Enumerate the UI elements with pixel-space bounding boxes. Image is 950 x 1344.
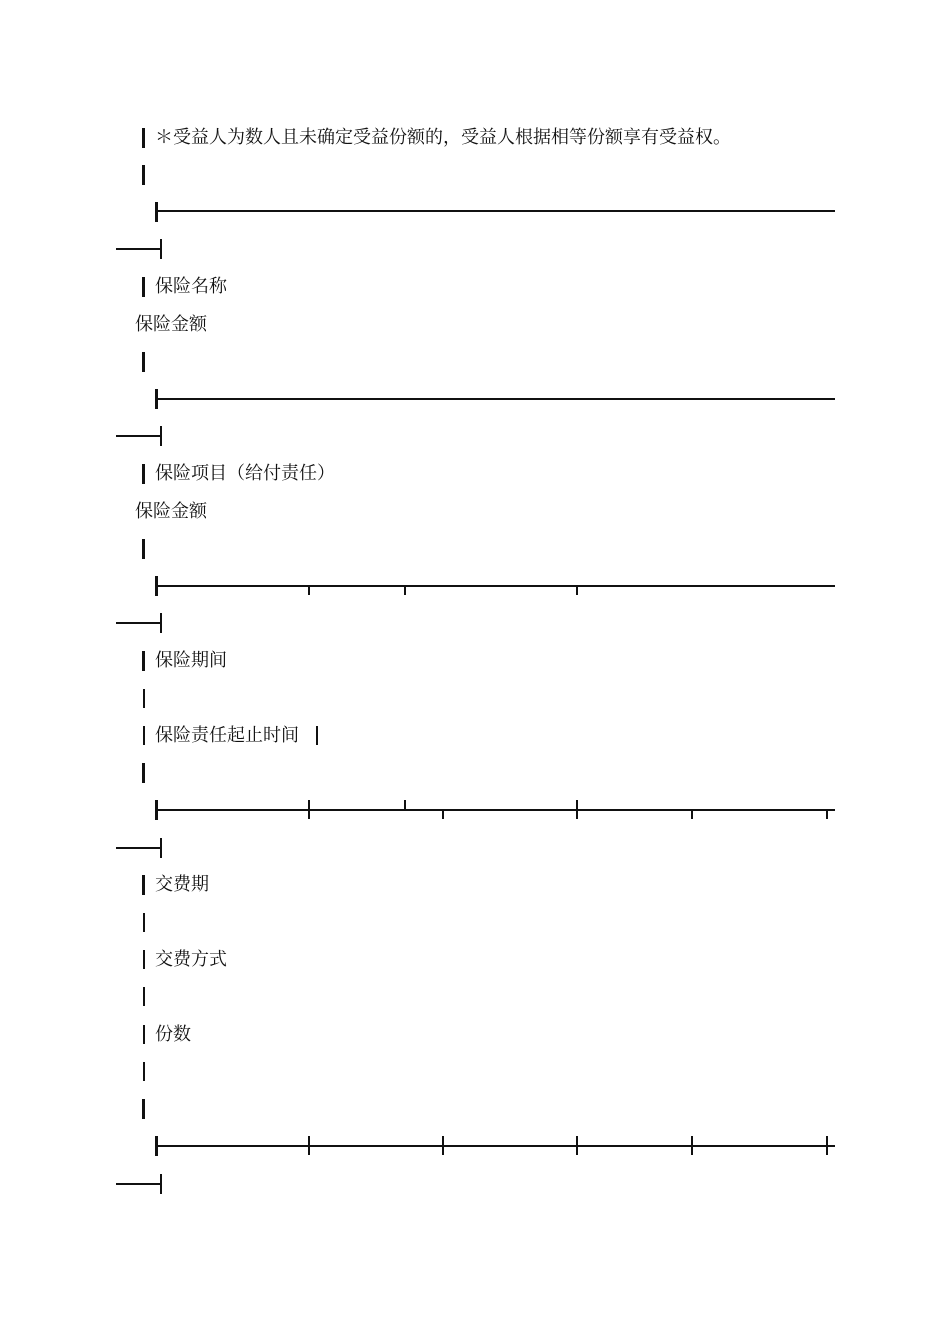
column-tick — [826, 809, 828, 819]
row-left-border — [142, 875, 145, 895]
table-separator — [155, 210, 835, 212]
separator-end-tick — [160, 838, 162, 858]
row-left-border — [143, 726, 145, 745]
column-tick — [308, 585, 310, 595]
copies-label: 份数 — [155, 1024, 191, 1045]
table-separator — [155, 809, 835, 811]
separator-end-tick — [160, 1174, 162, 1194]
separator-start-tick — [155, 202, 158, 222]
column-tick — [308, 1136, 310, 1155]
insurance-period-label: 保险期间 — [155, 650, 227, 671]
row-right-border — [316, 726, 318, 745]
row-left-border — [143, 1025, 145, 1044]
row-left-border — [142, 352, 145, 372]
separator-end-tick — [160, 239, 162, 259]
table-separator — [155, 1145, 835, 1147]
row-left-border — [143, 913, 145, 932]
row-left-border — [142, 128, 145, 148]
column-tick — [576, 585, 578, 595]
table-separator-tail — [116, 847, 160, 849]
row-left-border — [143, 950, 145, 969]
insurance-amount-label: 保险金额 — [135, 501, 207, 522]
row-left-border — [143, 1062, 145, 1081]
column-tick — [404, 800, 406, 809]
column-tick — [576, 1136, 578, 1155]
row-left-border — [142, 539, 145, 559]
beneficiary-note: ＊受益人为数人且未确定受益份额的，受益人根据相等份额享有受益权。 — [155, 127, 731, 148]
table-separator — [155, 398, 835, 400]
column-tick — [691, 1136, 693, 1155]
table-separator — [155, 585, 835, 587]
column-tick — [404, 585, 406, 595]
column-tick — [576, 800, 578, 819]
insurance-item-label: 保险项目（给付责任） — [155, 463, 335, 484]
insurance-amount-label: 保险金额 — [135, 314, 207, 335]
row-left-border — [142, 651, 145, 671]
coverage-start-end-label: 保险责任起止时间 — [155, 725, 299, 746]
row-left-border — [143, 689, 145, 708]
separator-end-tick — [160, 426, 162, 446]
row-left-border — [143, 987, 145, 1006]
column-tick — [691, 809, 693, 819]
column-tick — [442, 1136, 444, 1155]
payment-method-label: 交费方式 — [155, 949, 227, 970]
table-separator-tail — [116, 248, 160, 250]
row-left-border — [142, 277, 145, 297]
row-left-border — [142, 1099, 145, 1119]
insurance-name-label: 保险名称 — [155, 276, 227, 297]
column-tick — [308, 800, 310, 819]
row-left-border — [142, 464, 145, 484]
row-left-border — [142, 165, 145, 185]
column-tick — [442, 809, 444, 819]
payment-period-label: 交费期 — [155, 874, 209, 895]
table-separator-tail — [116, 1183, 160, 1185]
separator-end-tick — [160, 613, 162, 633]
column-tick — [826, 1136, 828, 1155]
table-separator-tail — [116, 435, 160, 437]
table-separator-tail — [116, 622, 160, 624]
row-left-border — [142, 763, 145, 783]
